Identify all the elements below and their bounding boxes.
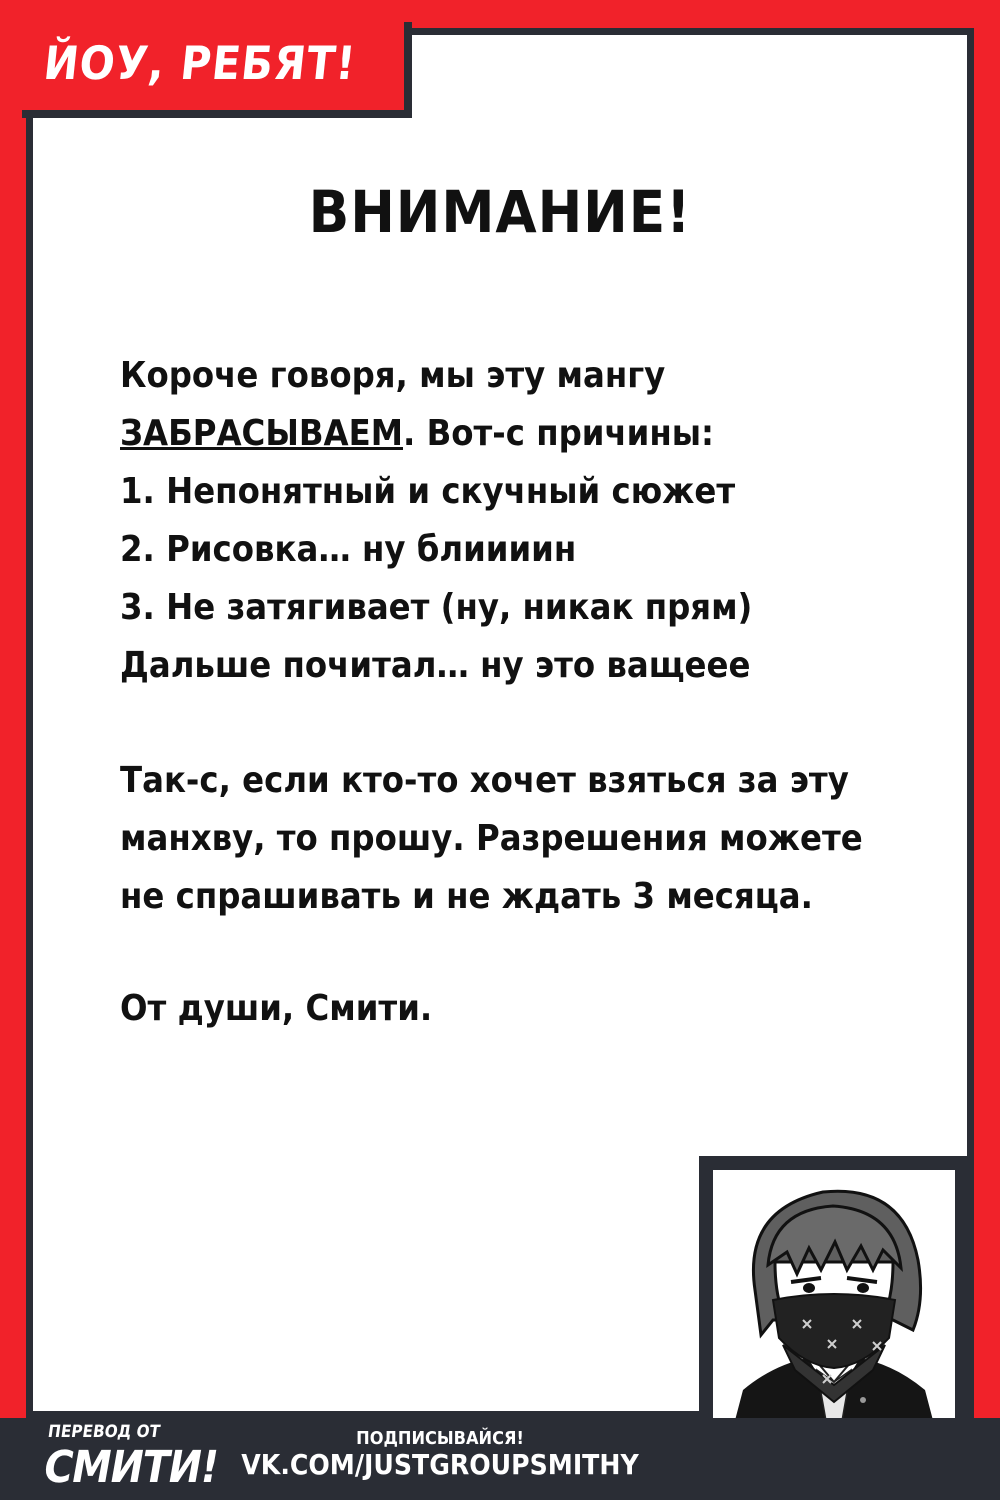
dropped-emphasis: ЗАБРАСЫВАЕМ (120, 413, 403, 454)
vk-link[interactable]: VK.COM/JUSTGROUPSMITHY (241, 1448, 639, 1481)
text-line: Так-с, если кто-то хочет взяться за эту (120, 760, 849, 801)
reason-item: 2. Рисовка… ну блиииин (120, 529, 577, 570)
header-label: ЙОУ, РЕБЯТ! (41, 36, 359, 90)
text-line (120, 405, 940, 463)
signature: От души, Смити. (120, 988, 433, 1029)
takeover-paragraph (120, 752, 940, 926)
notice-title: ВНИМАНИЕ! (308, 178, 692, 246)
reasons-paragraph (120, 347, 940, 695)
text-line: не спрашивать и не ждать 3 месяца. (120, 876, 813, 917)
reason-item: 1. Непонятный и скучный сюжет (120, 471, 736, 512)
text-line: Дальше почитал… ну это ващеее (120, 645, 751, 686)
credit-logo: СМИТИ! (39, 1442, 223, 1493)
text-line: манхву, то прошу. Разрешения можете (120, 818, 863, 859)
subscribe-label: ПОДПИСЫВАЙСЯ! (356, 1428, 524, 1449)
reason-item: 3. Не затягивает (ну, никак прям) (120, 587, 753, 628)
credit-caption: ПЕРЕВОД ОТ (46, 1422, 162, 1442)
text-line: Короче говоря, мы эту мангу (120, 355, 666, 396)
text-fragment: . Вот-с причины: (403, 413, 714, 454)
